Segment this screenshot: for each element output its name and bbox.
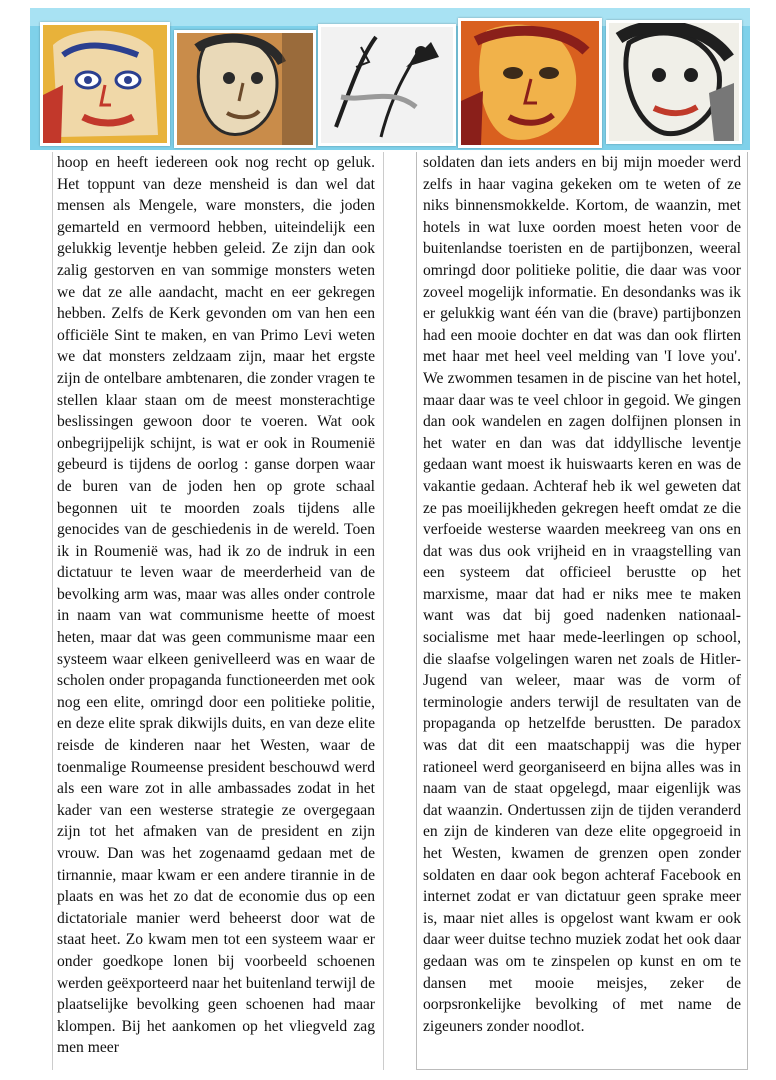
painted-face-icon [609,23,739,141]
abstract-ink-icon [321,27,453,143]
painting-tile-2 [174,30,316,148]
painted-face-icon [177,33,313,145]
painting-tile-1 [40,22,170,146]
left-column [57,152,375,1059]
painting-tile-4 [458,18,602,148]
right-column-text: soldaten dan iets anders en bij mijn moeder werd zelfs in haar vagina gekeken om te weten of ze niks binnensmokkelde. Kortom, de waanzin, met hotels in wat luxe oorden moest heten voor de buitenlandse toeristen en de partijbonzen, weeral omringd door politieke politie, die daar was voor zoveel mogelijk informatie. En desondanks was ik er gelukkig want één van die (brave) partijbonzen had een mooie dochter en dat was dan ook flirten met haar met heel veel melding van 'I love you'. We zwommen tesamen in de piscine van het hotel, maar daar was te veel chloor in gegoid. We gingen dan ook wandelen en zagen dolfijnen plonsen in het water en dan was dat iddyllische leventje gedaan want moest ik huiswaarts keren en was de vakantie gedaan. Achteraf heb ik wel geweten dat ze pas moeilijkheden gekregen heeft omdat ze die verfoeide westerse waarden meekreeg van ons en dat was dus ook vrijheid en in vraagstelling van een systeem dat officieel berustte op het marxisme, maar dat had er niks mee te maken want was dat bij goed nadenken nationaal-socialisme met haar mede-leerlingen op school, die slaafse volgelingen waren net zoals de Hitler-Jugend van weleer, maar was de vorm of terminologie anders terwijl de resultaten van de propaganda op hetzelfde berustten. De paradox was dat dit een maatschappij was die hyper rationeel werd georganiseerd en bijna alles was in naam van de staat opgelegd, maar eigenlijk was dat waanzin. Ondertussen zijn de tijden veranderd en zijn de kinderen van deze elite opgegroeid in het Westen, kwamen de grenzen open zonder soldaten en daar ook begon achteraf Facebook en internet zodat er van dictatuur geen sprake meer is, maar niet alles is opgelost want kwam er ook daar weer duitse techno muziek zodat het ook daar gedaan was om te zinspelen op kunst en om te dansen met mooie meisjes, zeker de oorpsronkelijke bevolking of met name de zigeuners zonder noodlot. [423,154,741,1035]
left-column-text: hoop en heeft iedereen ook nog recht op geluk. Het toppunt van deze mensheid is dan wel dat mensen als Mengele, ware monsters, die joden gemarteld en vermoord hebben, uiteindelijk een gelukkig leventje hebben geleid. Ze zijn dan ook zalig gestorven en van sommige monsters weten we dat ze alle aandacht, macht en eer gekregen hebben. Zelfs de Kerk gevonden om van hen een officiële Sint te maken, en van Primo Levi weten we dat monsters zeldzaam zijn, maar het ergste zijn de ontelbare ambtenaren, die zonder vragen te stellen klaar staan om de meest monsterachtige beslissingen gewoon door te voeren. Wat ook onbegrijpelijk schijnt, is wat er ook in Roumenië gebeurd is tijdens de oorlog : ganse dorpen waar de buren van de joden hen op grote schaal begonnen uit te moorden zoals tijdens alle genocides van de geschiedenis in de wereld. Toen ik in Roumenië was, had ik zo de indruk in een dictatuur te leven waar de meerderheid van de bevolking arm was, maar was alles onder controle in naam van wat communisme heette of moest heten, maar dat was geen communisme maar een systeem waar elkeen genivelleerd was en waar de scholen onder propaganda functioneerden met ook nog een elite, omringd door een politieke politie, en deze elite sprak dikwijls duits, en van deze elite reisde de kinderen naar het Westen, waar de toenmalige Roumeense president beschouwd werd als een ware zot in alle ambassades zodat in het kader van een westerse strategie ze overgegaan zijn tot het afmaken van de president en zijn vrouw. Dan was het zogenaamd gedaan met de tirnannie, maar kwam er een andere tirannie in de plaats en was het zo dat de economie dus op een dictatoriale manier werd beheerst door wat de staat heet. Zo kwam men tot een systeem waar er onder goedkope lonen bij voorbeeld schoenen werden geëxporteerd naar het buitenland terwijl de plaatselijke bevolking geen schoenen had maar klompen. Bij het aankomen op het vliegveld zag men meer [57,154,375,1057]
painting-tile-5 [606,20,742,144]
artwork-banner [30,8,750,150]
painted-face-icon [43,25,167,143]
painting-tile-3 [318,24,456,146]
right-column [423,152,741,1037]
painted-face-icon [461,21,599,145]
